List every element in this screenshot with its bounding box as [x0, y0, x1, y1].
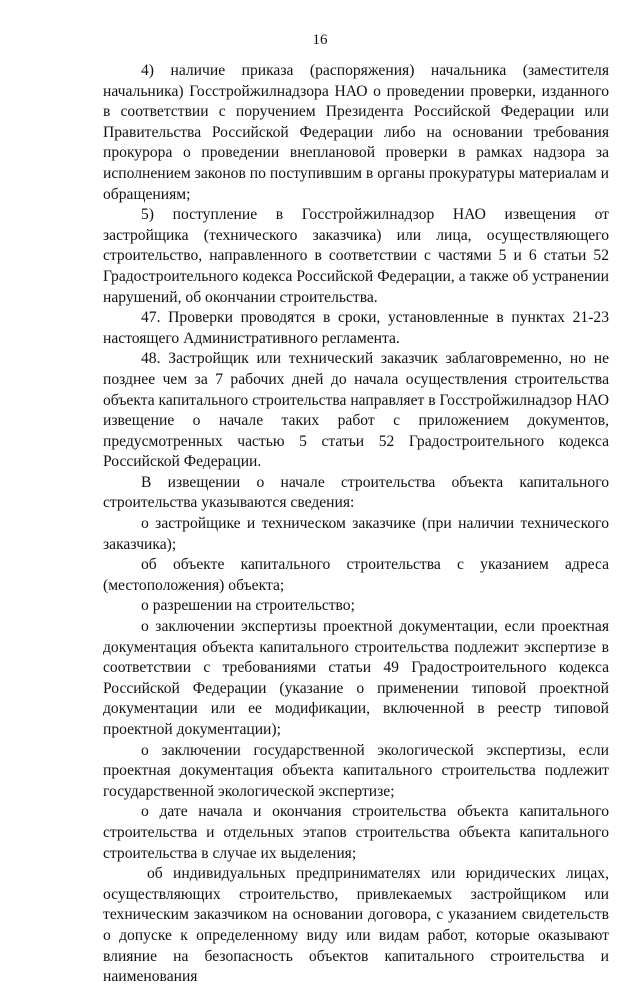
paragraph-dates: о дате начала и окончания строительства объекта капитального строительства и отдельных этапов строительства объекта капитального строительства в случае их выделения; [103, 803, 609, 862]
paragraph-permit: о разрешении на строительство; [141, 597, 355, 615]
paragraph-47: 47. Проверки проводятся в сроки, установленные в пунктах 21-23 настоящего Административного регламента. [103, 309, 609, 347]
paragraph-48: 48. Застройщик или технический заказчик заблаговременно, но не позднее чем за 7 рабочих дней до начала осуществления строительства объекта капитального строительства направляет в Госстройжилнадзор НАО извещение о начале таких работ с приложением документов, предусмотренных частью 5 статьи 52 Градостроительного кодекса Российской Федерации. [103, 350, 609, 471]
paragraph-project-expertise: о заключении экспертизы проектной документации, если проектная документация объекта капитального строительства подлежит экспертизе в соответствии с требованиями статьи 49 Градостроительного кодекса Российской Федерации (указание о применении типовой проектной документации или ее модификации, включенной в реестр типовой проектной документации); [103, 618, 609, 738]
paragraph-object: об объекте капитального строительства с указанием адреса (местоположения) объекта; [103, 556, 609, 594]
paragraph-notice-intro: В извещении о начале строительства объекта капитального строительства указываются сведения: [103, 473, 609, 512]
paragraph-item-4: 4) наличие приказа (распоряжения) начальника (заместителя начальника) Госстройжилнадзора НАО о проведении проверки, изданного в соответствии с поручением Президента Российской Федерации или Правительства Российской Федерации либо на основании требования прокурора о проведении внеплановой проверки в рамках надзора за исполнением законов по поступившим в органы прокуратуры материалам и обращениям; [103, 62, 609, 203]
paragraph-contractors: об индивидуальных предпринимателях или юридических лицах, осуществляющих строительство, привлекаемых застройщиком или техническим заказчиком на основании договора, с указанием свидетельств о допуске к определенному виду или видам работ, которые оказывают влияние на безопасность объектов капитального строительства и наименования [103, 865, 609, 986]
paragraph-item-5: 5) поступление в Госстройжилнадзор НАО извещения от застройщика (технического заказчика) или лица, осуществляющего строительство, направленного в соответствии с частями 5 и 6 статьи 52 Градостроительного кодекса Российской Федерации, а также об устранении нарушений, об окончании строительства. [103, 206, 609, 306]
paragraph-developer: о застройщике и техническом заказчике (при наличии технического заказчика); [103, 515, 609, 553]
body-text [103, 61, 609, 988]
paragraph-ecological-expertise: о заключении государственной экологической экспертизы, если проектная документация объекта капитального строительства подлежит государственной экологической экспертизе; [103, 741, 609, 800]
page-number: 16 [312, 32, 328, 48]
